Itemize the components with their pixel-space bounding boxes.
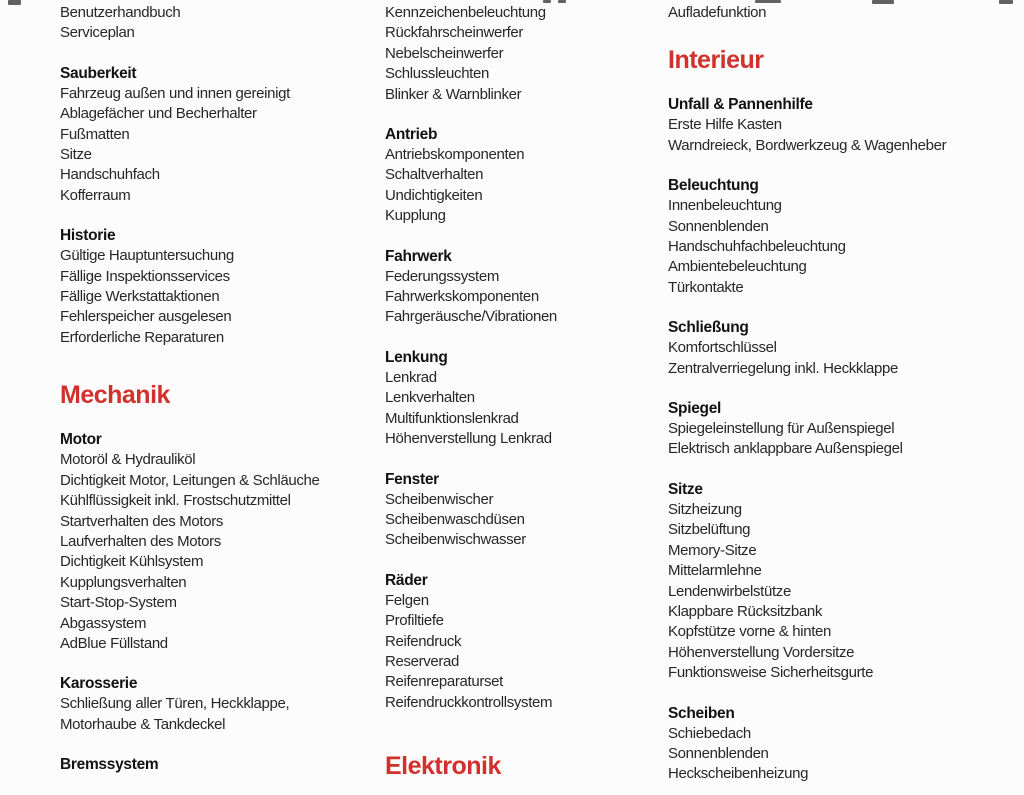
- group-title: Motor: [60, 431, 102, 449]
- checklist-item: Kühlflüssigkeit inkl. Frostschutzmittel: [60, 492, 291, 510]
- checklist-item: Nebelscheinwerfer: [385, 44, 504, 62]
- checklist-section: [385, 570, 663, 713]
- cutoff-text-fragment: [999, 0, 1013, 4]
- checklist-item: Scheibenwaschdüsen: [385, 510, 525, 528]
- checklist-item: Scheibenwischwasser: [385, 531, 526, 549]
- checklist-section: [60, 429, 372, 654]
- checklist-item: Sitzbelüftung: [668, 521, 751, 539]
- group-title: Schließung: [668, 319, 749, 337]
- checklist-item: Zentralverriegelung inkl. Heckklappe: [668, 359, 899, 377]
- checklist-item: Sitze: [60, 146, 92, 164]
- checklist-item: Reifendruckkontrollsystem: [385, 693, 553, 711]
- checklist-item: Kupplungsverhalten: [60, 573, 187, 591]
- checklist-section: [668, 317, 1020, 379]
- checklist-column-right: [668, 3, 1020, 785]
- checklist-item: Lenkrad: [385, 368, 437, 386]
- checklist-section: [668, 479, 1020, 684]
- checklist-section: [60, 3, 372, 44]
- checklist-section: [668, 3, 1020, 23]
- checklist-item: AdBlue Füllstand: [60, 634, 168, 652]
- checklist-item: Sitzheizung: [668, 500, 742, 518]
- checklist-section: [385, 469, 663, 551]
- checklist-item: Undichtigkeiten: [385, 186, 483, 204]
- cutoff-text-fragment: [543, 0, 551, 3]
- group-title: Karosserie: [60, 675, 138, 693]
- checklist-item: Komfortschlüssel: [668, 339, 777, 357]
- checklist-item: Heckscheibenheizung: [668, 765, 809, 783]
- checklist-section: [385, 246, 663, 328]
- checklist-item: Laufverhalten des Motors: [60, 532, 221, 550]
- checklist-item: Fällige Inspektionsservices: [60, 267, 230, 285]
- checklist-item: Warndreieck, Bordwerkzeug & Wagenheber: [668, 136, 947, 154]
- checklist-item: Sonnenblenden: [668, 217, 769, 235]
- checklist-item: Schließung aller Türen, Heckklappe,: [60, 695, 290, 713]
- checklist-item: Start-Stop-System: [60, 594, 177, 612]
- checklist-section: [385, 347, 663, 450]
- checklist-item: Fällige Werkstattaktionen: [60, 288, 220, 306]
- checklist-item: Lenkverhalten: [385, 389, 475, 407]
- checklist-item: Rückfahrscheinwerfer: [385, 24, 524, 42]
- checklist-section: [668, 398, 1020, 460]
- checklist-item: Motoröl & Hydrauliköl: [60, 451, 196, 469]
- checklist-item: Türkontakte: [668, 278, 744, 296]
- checklist-item: Kennzeichenbeleuchtung: [385, 4, 546, 21]
- checklist-section: [60, 380, 372, 410]
- group-title: Beleuchtung: [668, 177, 759, 195]
- cutoff-text-fragment: [8, 0, 21, 5]
- checklist-item: Kupplung: [385, 207, 446, 225]
- checklist-item: Profiltiefe: [385, 612, 444, 630]
- red-section-heading: Mechanik: [60, 381, 170, 410]
- checklist-item: Funktionsweise Sicherheitsgurte: [668, 664, 874, 682]
- checklist-item: Scheibenwischer: [385, 490, 494, 508]
- group-title: Sauberkeit: [60, 64, 137, 82]
- checklist-item: Antriebskomponenten: [385, 146, 525, 164]
- checklist-item: Spiegeleinstellung für Außenspiegel: [668, 420, 895, 438]
- checklist-item: Blinker & Warnblinker: [385, 85, 522, 103]
- checklist-item: Felgen: [385, 591, 429, 609]
- group-title: Antrieb: [385, 126, 438, 144]
- checklist-item: Dichtigkeit Motor, Leitungen & Schläuche: [60, 471, 320, 489]
- checklist-item: Schiebedach: [668, 724, 751, 742]
- checklist-item: Kopfstütze vorne & hinten: [668, 623, 832, 641]
- checklist-column-middle: [385, 3, 663, 795]
- group-title: Räder: [385, 571, 428, 589]
- checklist-item: Höhenverstellung Lenkrad: [385, 430, 552, 448]
- checklist-section: [668, 175, 1020, 298]
- checklist-item: Abgassystem: [60, 614, 147, 632]
- cutoff-text-fragment: [755, 0, 781, 3]
- group-title: Historie: [60, 227, 116, 245]
- checklist-item: Reserverad: [385, 652, 460, 670]
- checklist-column-left: [60, 3, 372, 775]
- checklist-item: Erste Hilfe Kasten: [668, 116, 782, 134]
- cutoff-text-fragment: [872, 0, 894, 4]
- group-title: Fahrwerk: [385, 247, 452, 265]
- checklist-item: Höhenverstellung Vordersitze: [668, 643, 855, 661]
- checklist-item: Klappbare Rücksitzbank: [668, 602, 823, 620]
- checklist-item: Sonnenblenden: [668, 744, 769, 762]
- checklist-item: Reifendruck: [385, 632, 462, 650]
- checklist-item: Serviceplan: [60, 24, 135, 42]
- checklist-item: Dichtigkeit Kühlsystem: [60, 553, 204, 571]
- checklist-item: Fehlerspeicher ausgelesen: [60, 308, 232, 326]
- checklist-section: [385, 3, 663, 105]
- checklist-item: Handschuhfach: [60, 166, 160, 184]
- checklist-section: [668, 94, 1020, 156]
- checklist-item: Fußmatten: [60, 125, 130, 143]
- checklist-item: Gültige Hauptuntersuchung: [60, 247, 234, 265]
- checklist-item: Mittelarmlehne: [668, 562, 762, 580]
- checklist-section: [668, 703, 1020, 785]
- checklist-item: Memory-Sitze: [668, 541, 757, 559]
- checklist-item: Schaltverhalten: [385, 166, 484, 184]
- group-title: Bremssystem: [60, 756, 159, 774]
- checklist-section: [60, 673, 372, 735]
- checklist-section: [60, 754, 372, 775]
- checklist-item: Federungssystem: [385, 267, 499, 285]
- group-title: Fenster: [385, 470, 439, 488]
- red-section-heading: Elektronik: [385, 752, 501, 781]
- checklist-section: [385, 124, 663, 227]
- checklist-item: Fahrzeug außen und innen gereinigt: [60, 84, 290, 102]
- checklist-item: Ablagefächer und Becherhalter: [60, 105, 257, 123]
- checklist-item: Innenbeleuchtung: [668, 197, 782, 215]
- checklist-item: Motorhaube & Tankdeckel: [60, 715, 226, 733]
- checklist-item: Ambientebeleuchtung: [668, 258, 807, 276]
- checklist-item: Kofferraum: [60, 186, 131, 204]
- checklist-item: Fahrwerkskomponenten: [385, 288, 539, 306]
- checklist-item: Handschuhfachbeleuchtung: [668, 238, 846, 256]
- red-section-heading: Interieur: [668, 46, 764, 75]
- checklist-item: Benutzerhandbuch: [60, 4, 181, 21]
- group-title: Lenkung: [385, 348, 448, 366]
- checklist-item: Aufladefunktion: [668, 4, 767, 21]
- checklist-item: Reifenreparaturset: [385, 673, 503, 691]
- checklist-section: [60, 225, 372, 348]
- checklist-section: [60, 63, 372, 206]
- checklist-item: Startverhalten des Motors: [60, 512, 223, 530]
- checklist-item: Lendenwirbelstütze: [668, 582, 791, 600]
- group-title: Spiegel: [668, 400, 722, 418]
- checklist-item: Schlussleuchten: [385, 65, 489, 83]
- checklist-item: Fahrgeräusche/Vibrationen: [385, 308, 557, 326]
- group-title: Unfall & Pannenhilfe: [668, 96, 813, 114]
- checklist-section: [385, 751, 663, 781]
- checklist-item: Elektrisch anklappbare Außenspiegel: [668, 440, 903, 458]
- checklist-section: [668, 45, 1020, 75]
- group-title: Sitze: [668, 480, 703, 498]
- group-title: Scheiben: [668, 704, 735, 722]
- checklist-item: Multifunktionslenkrad: [385, 409, 519, 427]
- checklist-item: Erforderliche Reparaturen: [60, 328, 224, 346]
- cutoff-text-fragment: [558, 0, 566, 3]
